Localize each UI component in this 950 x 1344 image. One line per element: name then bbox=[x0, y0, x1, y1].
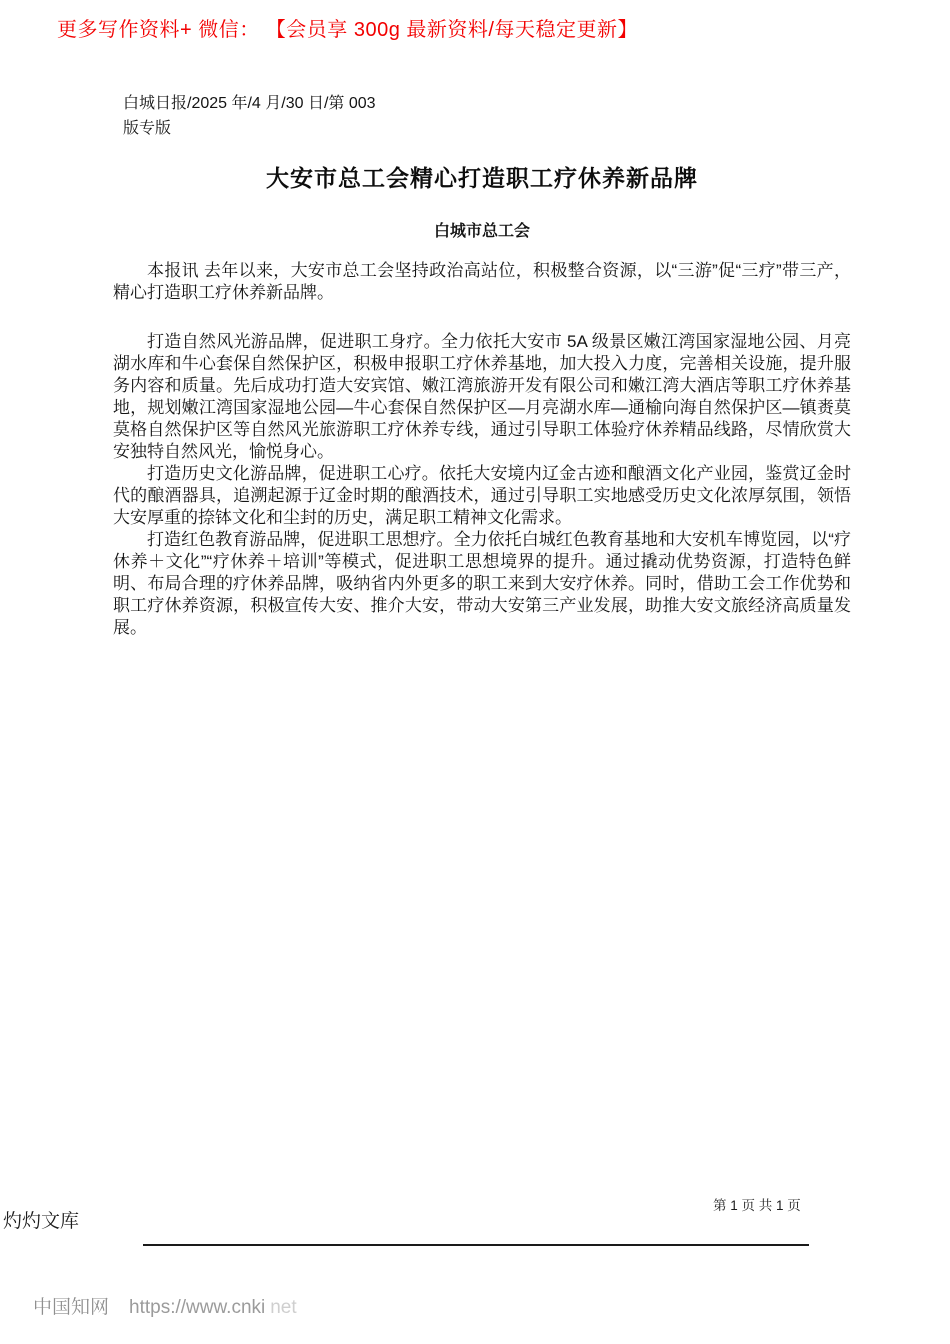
cnki-url-suffix: net bbox=[270, 1297, 297, 1318]
article-body bbox=[113, 260, 851, 639]
article-paragraph: 本报讯 去年以来，大安市总工会坚持政治高站位，积极整合资源，以“三游”促“三疗”带三产，精心打造职工疗休养新品牌。 bbox=[113, 261, 851, 302]
doc-source-line2: 版专版 bbox=[123, 120, 172, 137]
doc-source-line1: 白城日报/2025 年/4 月/30 日/第 003 bbox=[123, 95, 376, 112]
article-paragraph: 打造历史文化游品牌，促进职工心疗。依托大安境内辽金古迹和酿酒文化产业园，鉴赏辽金时代的酿酒器具，追溯起源于辽金时期的酿酒技术，通过引导职工实地感受历史文化浓厚氛围，领悟大安厚重的捺钵文化和尘封的历史，满足职工精神文化需求。 bbox=[113, 464, 851, 527]
promo-banner-text: 更多写作资料+ 微信： 【会员享 300g 最新资料/每天稳定更新】 bbox=[57, 19, 638, 41]
footer-divider bbox=[143, 1244, 809, 1246]
cnki-watermark bbox=[33, 1292, 297, 1319]
cnki-site-name: 中国知网 bbox=[33, 1297, 110, 1318]
article-title: 大安市总工会精心打造职工疗休养新品牌 bbox=[266, 165, 698, 191]
article-paragraph: 打造红色教育游品牌，促进职工思想疗。全力依托白城红色教育基地和大安机车博览园，以“疗休养＋文化”“疗休养＋培训”等模式，促进职工思想境界的提升。通过撬动优势资源，打造特色鲜明、布局合理的疗休养品牌，吸纳省内外更多的职工来到大安疗休养。同时，借助工会工作优势和职工疗休养资源，积极宣传大安、推介大安，带动大安第三产业发展，助推大安文旅经济高质量发展。 bbox=[113, 530, 851, 637]
library-watermark: 灼灼文库 bbox=[3, 1211, 80, 1232]
page-indicator: 第 1 页 共 1 页 bbox=[713, 1198, 801, 1213]
article-author: 白城市总工会 bbox=[433, 223, 530, 240]
article-paragraph: 打造自然风光游品牌，促进职工身疗。全力依托大安市 5A 级景区嫩江湾国家湿地公园、月亮湖水库和牛心套保自然保护区，积极申报职工疗休养基地，加大投入力度，完善相关设施，提升服务内容和质量。先后成功打造大安宾馆、嫩江湾旅游开发有限公司和嫩江湾大酒店等职工疗休养基地，规划嫩江湾国家湿地公园—牛心套保自然保护区—月亮湖水库—通榆向海自然保护区—镇赉莫莫格自然保护区等自然风光旅游职工疗休养专线，通过引导职工体验疗休养精品线路，尽情欣赏大安独特自然风光，愉悦身心。 bbox=[113, 332, 851, 461]
cnki-url-link[interactable]: https://www.cnki bbox=[129, 1297, 266, 1318]
doc-source bbox=[123, 91, 376, 141]
